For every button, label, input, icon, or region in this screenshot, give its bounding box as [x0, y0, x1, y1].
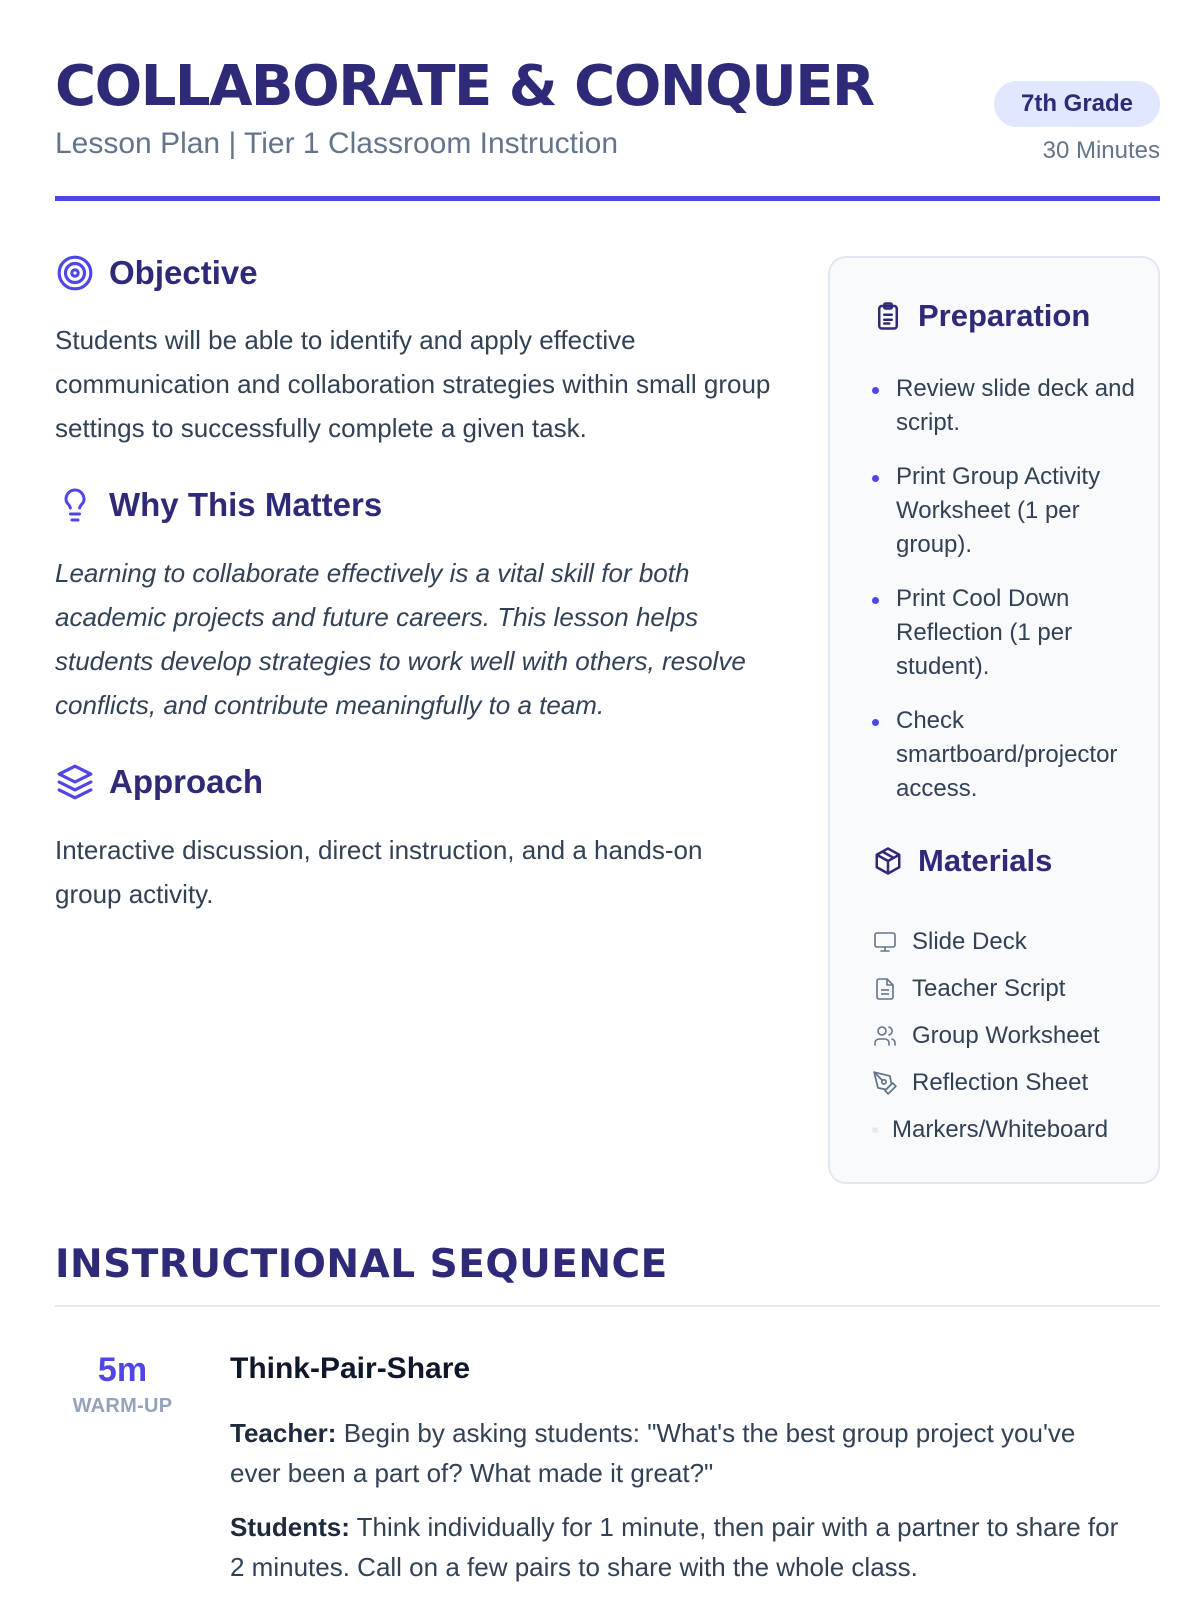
monitor-icon	[872, 929, 898, 955]
objective-header	[55, 253, 258, 293]
preparation-heading: Preparation	[918, 298, 1091, 333]
step-time	[55, 1352, 190, 1418]
material-item-reflection-sheet	[872, 1059, 1152, 1106]
teacher-label: Teacher:	[230, 1418, 337, 1448]
divider	[55, 1305, 1160, 1307]
page-subtitle: Lesson Plan | Tier 1 Classroom Instruction	[55, 127, 619, 160]
step-phase: WARM-UP	[72, 1395, 173, 1418]
approach-text: Interactive discussion, direct instruction, and a hands-on group activity.	[55, 835, 703, 909]
objective-heading: Objective	[109, 254, 258, 291]
target-icon	[55, 253, 95, 293]
materials-list	[872, 918, 1152, 1153]
why-text: Learning to collaborate effectively is a vital skill for both academic projects and future careers. This lesson helps students develop strategies to work well with others, resolve conflicts, and contribute meaningfully to a team.	[55, 558, 746, 720]
duration-label: 30 Minutes	[1042, 137, 1160, 164]
why-header	[55, 485, 382, 525]
preparation-header	[872, 298, 1090, 334]
dot-icon	[872, 1117, 878, 1143]
preparation-item: Review slide deck and script.	[872, 372, 1142, 440]
material-item-teacher-script	[872, 965, 1152, 1012]
page-title: COLLABORATE & CONQUER	[55, 54, 874, 119]
grade-badge: 7th Grade	[994, 81, 1160, 127]
preparation-item: Check smartboard/projector access.	[872, 704, 1142, 806]
teacher-text: Begin by asking students: "What's the best group project you've ever been a part of? What made it great?"	[230, 1418, 1076, 1488]
lightbulb-icon	[55, 485, 95, 525]
approach-header	[55, 762, 263, 802]
preparation-list	[872, 372, 1142, 826]
material-item-slide-deck	[872, 918, 1152, 965]
users-icon	[872, 1023, 898, 1049]
material-label: Markers/Whiteboard	[892, 1115, 1109, 1143]
materials-heading: Materials	[918, 843, 1053, 878]
step-minutes: 5m	[97, 1351, 148, 1389]
material-item-markers	[872, 1106, 1152, 1153]
clipboard-icon	[872, 300, 904, 332]
layers-icon	[55, 762, 95, 802]
why-heading: Why This Matters	[109, 486, 383, 523]
material-item-group-worksheet	[872, 1012, 1152, 1059]
material-label: Slide Deck	[912, 927, 1027, 955]
box-icon	[872, 845, 904, 877]
teacher-instructions	[230, 1413, 1130, 1493]
students-text: Think individually for 1 minute, then pair with a partner to share for 2 minutes. Call on a few pairs to share with the whole class.	[230, 1512, 1119, 1582]
document-icon	[872, 976, 898, 1002]
preparation-item: Print Group Activity Worksheet (1 per group).	[872, 460, 1142, 562]
materials-header	[872, 843, 1052, 879]
pen-icon	[872, 1070, 898, 1096]
sidebar-card	[828, 256, 1160, 1184]
students-label: Students:	[230, 1512, 350, 1542]
sequence-heading: INSTRUCTIONAL SEQUENCE	[55, 1242, 668, 1287]
step-title: Think-Pair-Share	[230, 1352, 471, 1385]
page-header	[55, 55, 1160, 201]
preparation-item: Print Cool Down Reflection (1 per student).	[872, 582, 1142, 684]
student-instructions	[230, 1507, 1130, 1587]
material-label: Teacher Script	[912, 974, 1066, 1002]
objective-text: Students will be able to identify and apply effective communication and collaboration strategies within small group settings to successfully complete a given task.	[55, 325, 771, 443]
material-label: Reflection Sheet	[912, 1068, 1089, 1096]
approach-heading: Approach	[109, 763, 264, 800]
material-label: Group Worksheet	[912, 1021, 1100, 1049]
